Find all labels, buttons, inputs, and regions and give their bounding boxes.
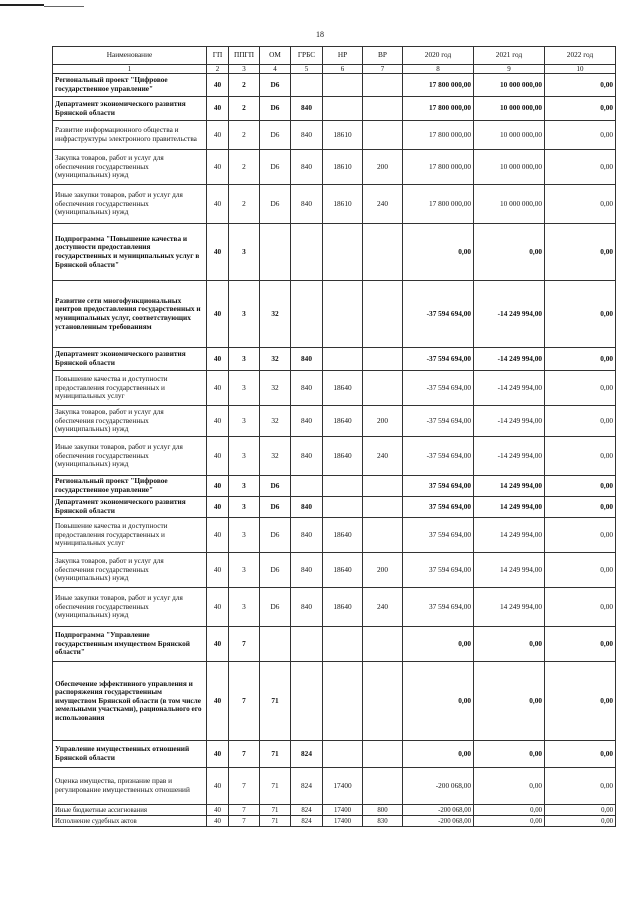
om-code: D6 — [260, 476, 291, 497]
table-row — [53, 348, 616, 371]
row-name: Развитие сети многофункциональных центров предоставления государственных и муниципальных услуг, соответствующих установленным требованиям — [53, 281, 207, 348]
vr-code — [363, 627, 403, 662]
row-name: Закупка товаров, работ и услуг для обеспечения государственных (муниципальных) нужд — [53, 150, 207, 185]
row-name: Управление имущественных отношений Брянской области — [53, 741, 207, 768]
amount-2022: 0,00 — [545, 185, 616, 224]
amount-2020: 17 800 000,00 — [403, 74, 474, 97]
vr-code: 240 — [363, 588, 403, 627]
om-code — [260, 224, 291, 281]
ppgp-code: 3 — [229, 497, 260, 518]
om-code: D6 — [260, 588, 291, 627]
amount-2020: -200 068,00 — [403, 768, 474, 805]
amount-2022: 0,00 — [545, 150, 616, 185]
amount-2021: 14 249 994,00 — [474, 553, 545, 588]
ppgp-code: 2 — [229, 185, 260, 224]
grbs-code — [291, 281, 323, 348]
nr-code: 18640 — [323, 437, 363, 476]
grbs-code: 840 — [291, 371, 323, 406]
ppgp-code: 2 — [229, 150, 260, 185]
vr-code — [363, 768, 403, 805]
table-row — [53, 406, 616, 437]
top-rule-thin — [44, 6, 84, 7]
grbs-code: 840 — [291, 348, 323, 371]
vr-code: 240 — [363, 437, 403, 476]
row-name: Повышение качества и доступности предоставления государственных и муниципальных услуг — [53, 518, 207, 553]
table-row — [53, 476, 616, 497]
nr-code — [323, 348, 363, 371]
amount-2021: 0,00 — [474, 816, 545, 827]
amount-2021: -14 249 994,00 — [474, 406, 545, 437]
grbs-code: 840 — [291, 121, 323, 150]
om-code: D6 — [260, 74, 291, 97]
nr-code — [323, 224, 363, 281]
top-rule — [0, 4, 44, 6]
grbs-code: 840 — [291, 437, 323, 476]
header-cell: 2021 год — [474, 47, 545, 65]
gp-code: 40 — [207, 437, 229, 476]
grbs-code: 840 — [291, 588, 323, 627]
om-code: 71 — [260, 768, 291, 805]
amount-2022: 0,00 — [545, 97, 616, 121]
amount-2021: 10 000 000,00 — [474, 185, 545, 224]
gp-code: 40 — [207, 406, 229, 437]
grbs-code: 840 — [291, 185, 323, 224]
amount-2020: 0,00 — [403, 741, 474, 768]
gp-code: 40 — [207, 348, 229, 371]
amount-2021: -14 249 994,00 — [474, 281, 545, 348]
gp-code: 40 — [207, 518, 229, 553]
amount-2021: 0,00 — [474, 662, 545, 741]
amount-2022: 0,00 — [545, 768, 616, 805]
vr-code — [363, 281, 403, 348]
table-body — [53, 74, 616, 827]
column-number: 6 — [323, 65, 363, 74]
gp-code: 40 — [207, 816, 229, 827]
row-name: Региональный проект "Цифровое государственное управление" — [53, 74, 207, 97]
vr-code — [363, 476, 403, 497]
vr-code — [363, 121, 403, 150]
vr-code: 240 — [363, 185, 403, 224]
om-code: 71 — [260, 805, 291, 816]
header-cell: ВР — [363, 47, 403, 65]
om-code: D6 — [260, 150, 291, 185]
row-name: Исполнение судебных актов — [53, 816, 207, 827]
om-code: D6 — [260, 497, 291, 518]
ppgp-code: 3 — [229, 371, 260, 406]
amount-2021: 0,00 — [474, 805, 545, 816]
nr-code — [323, 281, 363, 348]
ppgp-code: 3 — [229, 553, 260, 588]
om-code: D6 — [260, 121, 291, 150]
amount-2020: 37 594 694,00 — [403, 518, 474, 553]
header-cell: ГП — [207, 47, 229, 65]
amount-2022: 0,00 — [545, 816, 616, 827]
header-cell: ГРБС — [291, 47, 323, 65]
amount-2021: 10 000 000,00 — [474, 74, 545, 97]
table-row — [53, 553, 616, 588]
amount-2022: 0,00 — [545, 588, 616, 627]
row-name: Подпрограмма "Повышение качества и доступности предоставления государственных и муниципальных услуг в Брянской области" — [53, 224, 207, 281]
nr-code: 18610 — [323, 150, 363, 185]
gp-code: 40 — [207, 74, 229, 97]
nr-code — [323, 662, 363, 741]
vr-code: 200 — [363, 406, 403, 437]
amount-2022: 0,00 — [545, 553, 616, 588]
nr-code — [323, 74, 363, 97]
amount-2020: 37 594 694,00 — [403, 497, 474, 518]
nr-code: 17400 — [323, 768, 363, 805]
ppgp-code: 3 — [229, 476, 260, 497]
row-name: Иные закупки товаров, работ и услуг для обеспечения государственных (муниципальных) нужд — [53, 588, 207, 627]
grbs-code: 840 — [291, 553, 323, 588]
header-cell: ППГП — [229, 47, 260, 65]
table-row — [53, 518, 616, 553]
amount-2020: 17 800 000,00 — [403, 185, 474, 224]
amount-2020: 17 800 000,00 — [403, 121, 474, 150]
gp-code: 40 — [207, 553, 229, 588]
ppgp-code: 7 — [229, 662, 260, 741]
amount-2020: -200 068,00 — [403, 816, 474, 827]
om-code: 32 — [260, 437, 291, 476]
row-name: Иные бюджетные ассигнования — [53, 805, 207, 816]
ppgp-code: 7 — [229, 816, 260, 827]
gp-code: 40 — [207, 224, 229, 281]
gp-code: 40 — [207, 185, 229, 224]
nr-code: 18640 — [323, 553, 363, 588]
amount-2020: -37 594 694,00 — [403, 371, 474, 406]
ppgp-code: 3 — [229, 588, 260, 627]
amount-2022: 0,00 — [545, 281, 616, 348]
nr-code: 17400 — [323, 816, 363, 827]
page-number: 18 — [316, 30, 324, 39]
table-row — [53, 97, 616, 121]
amount-2022: 0,00 — [545, 627, 616, 662]
gp-code: 40 — [207, 150, 229, 185]
amount-2022: 0,00 — [545, 371, 616, 406]
ppgp-code: 3 — [229, 348, 260, 371]
vr-code: 200 — [363, 553, 403, 588]
table-row — [53, 497, 616, 518]
nr-code: 17400 — [323, 805, 363, 816]
header-cell: ОМ — [260, 47, 291, 65]
amount-2021: 14 249 994,00 — [474, 588, 545, 627]
nr-code: 18610 — [323, 185, 363, 224]
table-row — [53, 662, 616, 741]
column-number: 1 — [53, 65, 207, 74]
grbs-code — [291, 74, 323, 97]
amount-2021: -14 249 994,00 — [474, 437, 545, 476]
column-number: 9 — [474, 65, 545, 74]
nr-code: 18610 — [323, 121, 363, 150]
nr-code — [323, 741, 363, 768]
table-row — [53, 816, 616, 827]
amount-2021: 0,00 — [474, 741, 545, 768]
table-row — [53, 437, 616, 476]
nr-code: 18640 — [323, 406, 363, 437]
gp-code: 40 — [207, 588, 229, 627]
grbs-code: 840 — [291, 518, 323, 553]
om-code: 32 — [260, 406, 291, 437]
grbs-code: 824 — [291, 816, 323, 827]
amount-2021: -14 249 994,00 — [474, 371, 545, 406]
row-name: Департамент экономического развития Брянской области — [53, 497, 207, 518]
amount-2022: 0,00 — [545, 74, 616, 97]
table-row — [53, 185, 616, 224]
grbs-code: 824 — [291, 741, 323, 768]
vr-code — [363, 348, 403, 371]
om-code: 32 — [260, 281, 291, 348]
vr-code: 830 — [363, 816, 403, 827]
nr-code — [323, 476, 363, 497]
header-cell: 2020 год — [403, 47, 474, 65]
ppgp-code: 3 — [229, 224, 260, 281]
grbs-code: 824 — [291, 768, 323, 805]
row-name: Иные закупки товаров, работ и услуг для обеспечения государственных (муниципальных) нужд — [53, 185, 207, 224]
gp-code: 40 — [207, 768, 229, 805]
vr-code — [363, 371, 403, 406]
amount-2021: 0,00 — [474, 627, 545, 662]
amount-2020: -37 594 694,00 — [403, 406, 474, 437]
amount-2021: 0,00 — [474, 768, 545, 805]
om-code: 71 — [260, 662, 291, 741]
amount-2022: 0,00 — [545, 406, 616, 437]
amount-2021: -14 249 994,00 — [474, 348, 545, 371]
amount-2020: 17 800 000,00 — [403, 150, 474, 185]
grbs-code — [291, 476, 323, 497]
om-code: 71 — [260, 741, 291, 768]
budget-table — [52, 46, 616, 827]
amount-2020: -200 068,00 — [403, 805, 474, 816]
column-number-row — [53, 65, 616, 74]
ppgp-code: 3 — [229, 281, 260, 348]
table-row — [53, 150, 616, 185]
ppgp-code: 7 — [229, 768, 260, 805]
om-code: 32 — [260, 348, 291, 371]
table-row — [53, 224, 616, 281]
table-row — [53, 371, 616, 406]
amount-2020: 37 594 694,00 — [403, 476, 474, 497]
ppgp-code: 2 — [229, 121, 260, 150]
ppgp-code: 7 — [229, 627, 260, 662]
vr-code — [363, 741, 403, 768]
vr-code: 800 — [363, 805, 403, 816]
amount-2020: -37 594 694,00 — [403, 281, 474, 348]
row-name: Оценка имущества, признание прав и регулирование имущественных отношений — [53, 768, 207, 805]
nr-code — [323, 627, 363, 662]
ppgp-code: 2 — [229, 97, 260, 121]
amount-2022: 0,00 — [545, 121, 616, 150]
amount-2020: 0,00 — [403, 627, 474, 662]
column-number: 3 — [229, 65, 260, 74]
vr-code — [363, 224, 403, 281]
amount-2022: 0,00 — [545, 518, 616, 553]
amount-2020: 37 594 694,00 — [403, 553, 474, 588]
header-cell: НР — [323, 47, 363, 65]
amount-2020: 0,00 — [403, 224, 474, 281]
gp-code: 40 — [207, 497, 229, 518]
column-number: 8 — [403, 65, 474, 74]
vr-code — [363, 497, 403, 518]
grbs-code — [291, 627, 323, 662]
om-code: D6 — [260, 518, 291, 553]
ppgp-code: 3 — [229, 406, 260, 437]
grbs-code — [291, 662, 323, 741]
row-name: Закупка товаров, работ и услуг для обеспечения государственных (муниципальных) нужд — [53, 553, 207, 588]
amount-2022: 0,00 — [545, 497, 616, 518]
grbs-code: 824 — [291, 805, 323, 816]
ppgp-code: 3 — [229, 518, 260, 553]
amount-2021: 14 249 994,00 — [474, 518, 545, 553]
row-name: Департамент экономического развития Брянской области — [53, 348, 207, 371]
gp-code: 40 — [207, 281, 229, 348]
ppgp-code: 3 — [229, 437, 260, 476]
grbs-code: 840 — [291, 497, 323, 518]
table-row — [53, 741, 616, 768]
table-row — [53, 121, 616, 150]
vr-code: 200 — [363, 150, 403, 185]
column-number: 10 — [545, 65, 616, 74]
gp-code: 40 — [207, 121, 229, 150]
grbs-code: 840 — [291, 406, 323, 437]
nr-code: 18640 — [323, 588, 363, 627]
om-code — [260, 627, 291, 662]
amount-2020: 17 800 000,00 — [403, 97, 474, 121]
gp-code: 40 — [207, 805, 229, 816]
om-code: 32 — [260, 371, 291, 406]
column-number: 7 — [363, 65, 403, 74]
grbs-code: 840 — [291, 150, 323, 185]
ppgp-code: 7 — [229, 741, 260, 768]
amount-2022: 0,00 — [545, 662, 616, 741]
amount-2020: 0,00 — [403, 662, 474, 741]
row-name: Иные закупки товаров, работ и услуг для обеспечения государственных (муниципальных) нужд — [53, 437, 207, 476]
amount-2021: 10 000 000,00 — [474, 121, 545, 150]
amount-2022: 0,00 — [545, 476, 616, 497]
ppgp-code: 2 — [229, 74, 260, 97]
row-name: Закупка товаров, работ и услуг для обеспечения государственных (муниципальных) нужд — [53, 406, 207, 437]
vr-code — [363, 74, 403, 97]
amount-2021: 0,00 — [474, 224, 545, 281]
table-row — [53, 768, 616, 805]
header-cell: Наименование — [53, 47, 207, 65]
gp-code: 40 — [207, 741, 229, 768]
amount-2021: 14 249 994,00 — [474, 497, 545, 518]
grbs-code — [291, 224, 323, 281]
column-number: 2 — [207, 65, 229, 74]
gp-code: 40 — [207, 627, 229, 662]
column-number: 4 — [260, 65, 291, 74]
om-code: D6 — [260, 553, 291, 588]
table-row — [53, 74, 616, 97]
nr-code: 18640 — [323, 518, 363, 553]
nr-code — [323, 97, 363, 121]
amount-2022: 0,00 — [545, 741, 616, 768]
amount-2022: 0,00 — [545, 348, 616, 371]
amount-2022: 0,00 — [545, 224, 616, 281]
ppgp-code: 7 — [229, 805, 260, 816]
om-code: 71 — [260, 816, 291, 827]
header-row — [53, 47, 616, 65]
row-name: Развитие информационного общества и инфраструктуры электронного правительства — [53, 121, 207, 150]
amount-2021: 14 249 994,00 — [474, 476, 545, 497]
grbs-code: 840 — [291, 97, 323, 121]
gp-code: 40 — [207, 662, 229, 741]
gp-code: 40 — [207, 97, 229, 121]
row-name: Департамент экономического развития Брянской области — [53, 97, 207, 121]
amount-2021: 10 000 000,00 — [474, 150, 545, 185]
amount-2022: 0,00 — [545, 437, 616, 476]
row-name: Обеспечение эффективного управления и распоряжения государственным имуществом Брянской области (в том числе земельными участками), рационального его использования — [53, 662, 207, 741]
row-name: Подпрограмма "Управление государственным имуществом Брянской области" — [53, 627, 207, 662]
table-row — [53, 281, 616, 348]
header-cell: 2022 год — [545, 47, 616, 65]
row-name: Региональный проект "Цифровое государственное управление" — [53, 476, 207, 497]
nr-code — [323, 497, 363, 518]
table-row — [53, 588, 616, 627]
vr-code — [363, 662, 403, 741]
amount-2020: -37 594 694,00 — [403, 348, 474, 371]
gp-code: 40 — [207, 476, 229, 497]
amount-2020: -37 594 694,00 — [403, 437, 474, 476]
table-row — [53, 627, 616, 662]
table-row — [53, 805, 616, 816]
nr-code: 18640 — [323, 371, 363, 406]
vr-code — [363, 518, 403, 553]
amount-2021: 10 000 000,00 — [474, 97, 545, 121]
column-number: 5 — [291, 65, 323, 74]
om-code: D6 — [260, 97, 291, 121]
amount-2020: 37 594 694,00 — [403, 588, 474, 627]
vr-code — [363, 97, 403, 121]
om-code: D6 — [260, 185, 291, 224]
row-name: Повышение качества и доступности предоставления государственных и муниципальных услуг — [53, 371, 207, 406]
gp-code: 40 — [207, 371, 229, 406]
amount-2022: 0,00 — [545, 805, 616, 816]
